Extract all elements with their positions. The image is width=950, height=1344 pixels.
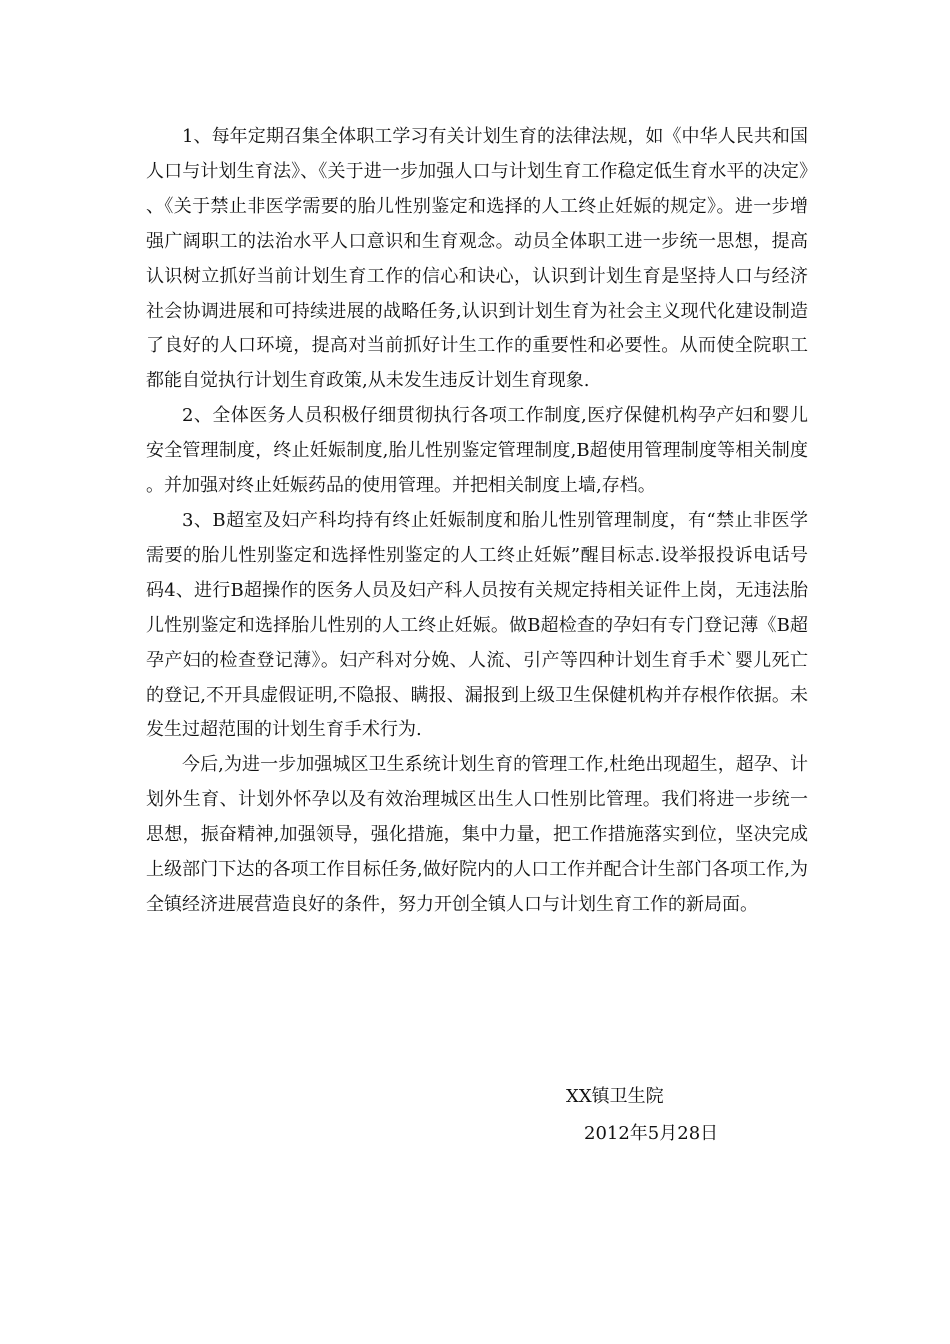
paragraph-3: 3、B超室及妇产科均持有终止妊娠制度和胎儿性别管理制度，有“禁止非医学需要的胎儿性别鉴定和选择性别鉴定的人工终止妊娠”醒目标志.设举报投诉电话号码4、进行B超操作的医务人员及妇产科人员按有关规定持相关证件上岗，无违法胎儿性别鉴定和选择胎儿性别的人工终止妊娠。做B超检查的孕妇有专门登记薄《B超孕产妇的检查登记薄》。妇产科对分娩、人流、引产等四种计划生育手术`婴儿死亡的登记,不开具虚假证明,不隐报、瞒报、漏报到上级卫生保健机构并存根作依据。未发生过超范围的计划生育手术行为.	[146, 509, 808, 741]
signature-organization: XX镇卫生院	[566, 1086, 664, 1107]
paragraph-2: 2、全体医务人员积极仔细贯彻执行各项工作制度,医疗保健机构孕产妇和婴儿安全管理制度，终止妊娠制度,胎儿性别鉴定管理制度,B超使用管理制度等相关制度。并加强对终止妊娠药品的使用管理。并把相关制度上墙,存档。	[146, 405, 808, 497]
signature-date: 2012年5月28日	[584, 1123, 719, 1144]
paragraph-1: 1、每年定期召集全体职工学习有关计划生育的法律法规，如《中华人民共和国人口与计划生育法》、《关于进一步加强人口与计划生育工作稳定低生育水平的决定》、《关于禁止非医学需要的胎儿性别鉴定和选择的人工终止妊娠的规定》。进一步增强广阔职工的法治水平人口意识和生育观念。动员全体职工进一步统一思想，提高认识树立抓好当前计划生育工作的信心和诀心，认识到计划生育是坚持人口与经济社会协调进展和可持续进展的战略任务,认识到计划生育为社会主义现代化建设制造了良好的人口环境，提高对当前抓好计生工作的重要性和必要性。从而使全院职工都能自觉执行计划生育政策,从未发生违反计划生育现象.	[146, 126, 808, 392]
paragraph-4: 今后,为进一步加强城区卫生系统计划生育的管理工作,杜绝出现超生，超孕、计划外生育、计划外怀孕以及有效治理城区出生人口性别比管理。我们将进一步统一思想，振奋精神,加强领导，强化措施，集中力量，把工作措施落实到位，坚决完成上级部门下达的各项工作目标任务,做好院内的人口工作并配合计生部门各项工作,为全镇经济进展营造良好的条件，努力开创全镇人口与计划生育工作的新局面。	[146, 754, 808, 915]
document-body	[146, 120, 808, 923]
